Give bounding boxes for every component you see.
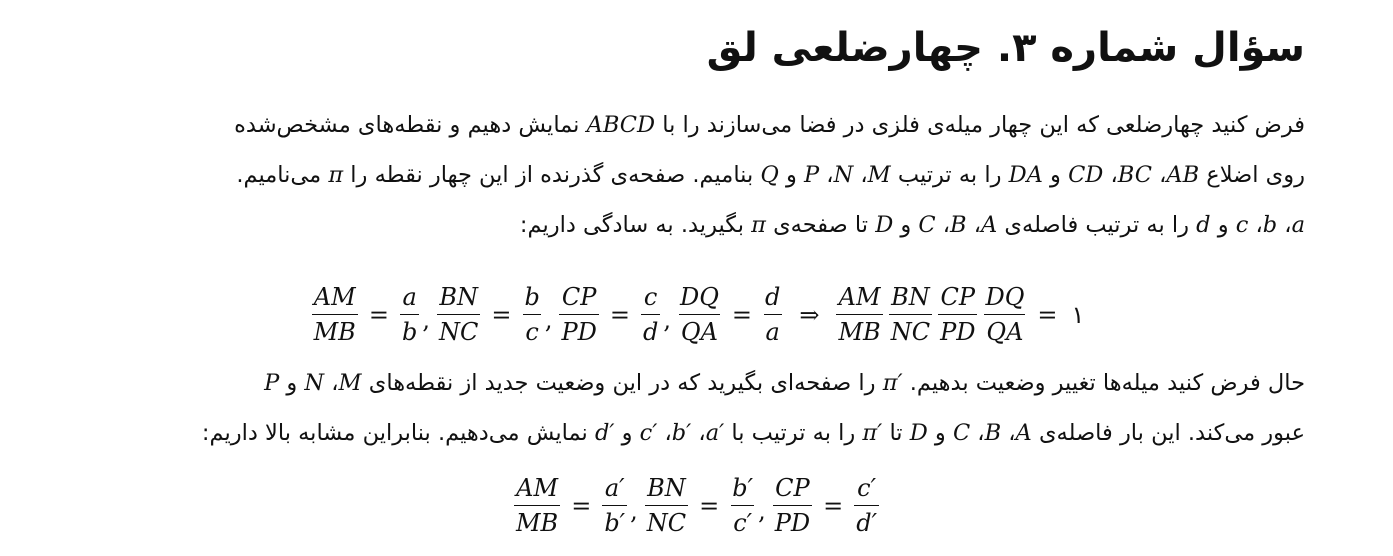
- paragraph-1-line-3: a، b، c و d را به ترتیب فاصله‌ی A، B، C و D تا صفحه‌ی π بگیرید. به سادگی داریم:: [519, 212, 1305, 238]
- fraction: $\frac{BN}{NC}$: [890, 283, 931, 346]
- fraction: $\frac{CP}{PD}$: [940, 283, 976, 346]
- fraction: $\frac{b}{c}$: [524, 283, 540, 346]
- equals-sign: =: [609, 300, 630, 329]
- equals-sign: =: [699, 491, 720, 520]
- fraction: $\frac{CP}{PD}$: [561, 283, 597, 346]
- fraction: $\frac{AM}{MB}$: [515, 474, 559, 537]
- fraction: $\frac{BN}{NC}$: [438, 283, 479, 346]
- equals-sign: =: [571, 491, 592, 520]
- fraction: $\frac{BN}{NC}$: [646, 474, 687, 537]
- equals-sign: =: [1037, 300, 1058, 329]
- fraction: $\frac{b'}{c'}$: [732, 474, 754, 537]
- comma: ,: [422, 306, 430, 334]
- fraction: $\frac{CP}{PD}$: [774, 474, 811, 537]
- fraction: $\frac{c}{d}$: [642, 283, 659, 346]
- fraction: $\frac{a}{b}$: [401, 283, 418, 346]
- equation-1: [0, 283, 1393, 346]
- paragraph-2: [78, 358, 1305, 458]
- fraction: $\frac{DQ}{QA}$: [985, 283, 1025, 346]
- comma: ,: [544, 306, 553, 334]
- paragraph-2-line-1: حال فرض کنید میله‌ها تغییر وضعیت بدهیم. π′ را صفحه‌ای بگیرید که در این وضعیت جدید از نقطه‌های M، N و P: [264, 370, 1305, 396]
- equals-sign: =: [491, 300, 512, 329]
- comma: ,: [630, 497, 638, 525]
- paragraph-1-line-1: فرض کنید چهارضلعی که این چهار میله‌ی فلزی در فضا می‌سازند را با ABCD نمایش دهیم و نقطه‌های مشخص‌شده: [234, 112, 1305, 138]
- equals-sign: =: [823, 491, 844, 520]
- section-title: سؤال شماره ۳. چهارضلعی لق: [706, 25, 1305, 71]
- fraction: $\frac{AM}{MB}$: [838, 283, 881, 346]
- equals-sign: =: [368, 300, 389, 329]
- fraction: $\frac{c'}{d'}$: [856, 474, 878, 537]
- comma: ,: [663, 306, 671, 334]
- paragraph-1-line-2: روی اضلاع AB، BC، CD و DA را به ترتیب M، N، P و Q بنامیم. صفحه‌ی گذرنده از این چهار نقطه را π می‌نامیم.: [236, 162, 1305, 188]
- fraction: $\frac{d}{a}$: [765, 283, 781, 346]
- equation-2: [0, 474, 1393, 537]
- comma: ,: [758, 497, 766, 525]
- equals-sign: =: [731, 300, 752, 329]
- equation-rhs: ۱: [1071, 300, 1085, 329]
- fraction: $\frac{AM}{MB}$: [313, 283, 356, 346]
- paragraph-2-line-2: عبور می‌کند. این بار فاصله‌ی A، B، C و D تا π′ را به ترتیب با a′، b′، c′ و d′ نمایش می‌دهیم. بنابراین مشابه بالا داریم:: [201, 420, 1305, 446]
- paragraph-1: [78, 100, 1305, 250]
- fraction: $\frac{a'}{b'}$: [604, 474, 626, 537]
- implies-arrow: ⇒: [799, 300, 820, 329]
- fraction: $\frac{DQ}{QA}$: [679, 283, 719, 346]
